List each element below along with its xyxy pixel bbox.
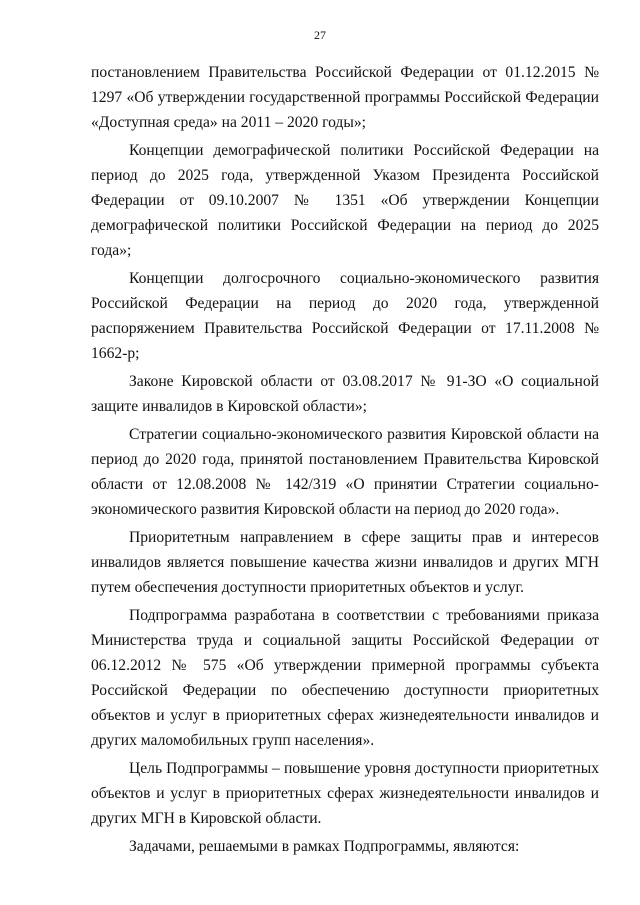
page-number: 27: [314, 28, 326, 42]
paragraph-subprogram-tasks: Задачами, решаемыми в рамках Подпрограммы, являются:: [129, 838, 520, 855]
paragraph-demographic-concept: Концепции демографической политики Российской Федерации на период до 2025 года, утвержденной Указом Президента Российской Федерации от 09.10.2007 № 1351 «Об утверждении Концепции демографической политики Российской Федерации на период до 2025 года»;: [91, 142, 599, 259]
paragraph-long-term-concept: Концепции долгосрочного социально-экономического развития Российской Федерации на период до 2020 года, утвержденной распоряжением Правительства Российской Федерации от 17.11.2008 № 1662-р;: [91, 270, 599, 362]
paragraph-kirov-law: Законе Кировской области от 03.08.2017 № 91-ЗО «О социальной защите инвалидов в Кировской области»;: [91, 373, 599, 415]
paragraph-kirov-strategy: Стратегии социально-экономического развития Кировской области на период до 2020 года, принятой постановлением Правительства Кировской области от 12.08.2008 № 142/319 «О принятии Стратегии социально-экономического развития Кировской области на период до 2020 года».: [91, 426, 599, 518]
paragraph-priority-direction: Приоритетным направлением в сфере защиты прав и интересов инвалидов является повышение качества жизни инвалидов и других МГН путем обеспечения доступности приоритетных объектов и услуг.: [91, 529, 599, 596]
paragraph-subprogram-goal: Цель Подпрограммы – повышение уровня доступности приоритетных объектов и услуг в приоритетных сферах жизнедеятельности инвалидов и других МГН в Кировской области.: [91, 760, 599, 827]
paragraph-subprogram-basis: Подпрограмма разработана в соответствии с требованиями приказа Министерства труда и социальной защиты Российской Федерации от 06.12.2012 № 575 «Об утверждении примерной программы субъекта Российской Федерации по обеспечению доступности приоритетных объектов и услуг в приоритетных сферах жизнедеятельности инвалидов и других маломобильных групп населения».: [91, 607, 599, 749]
paragraph-resolution-1297: постановлением Правительства Российской Федерации от 01.12.2015 № 1297 «Об утверждении государственной программы Российской Федерации «Доступная среда» на 2011 – 2020 годы»;: [91, 64, 599, 131]
document-body: [91, 60, 599, 862]
